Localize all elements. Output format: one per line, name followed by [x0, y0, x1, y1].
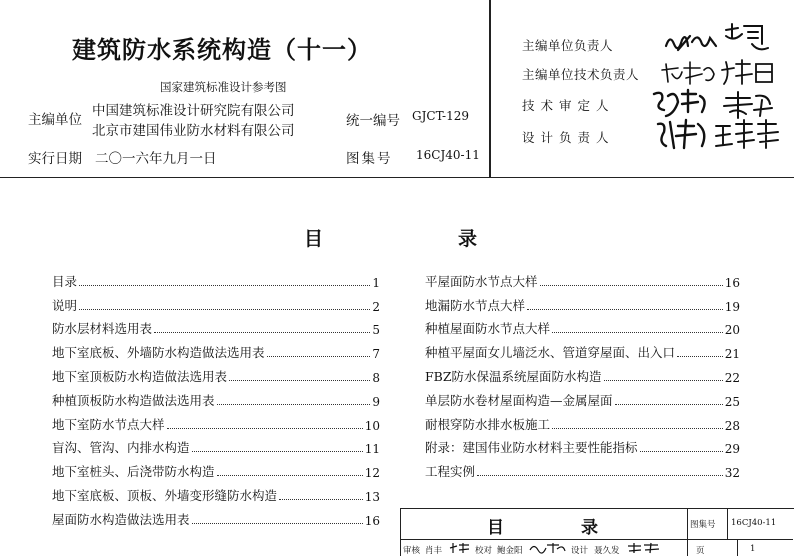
leader-dots [167, 428, 363, 429]
role-design-head: 设计负责人 [522, 130, 615, 145]
leader-dots [527, 309, 723, 310]
toc-entry[interactable] [52, 290, 380, 314]
toc-entry[interactable] [425, 290, 740, 314]
leader-dots [640, 451, 723, 452]
design-name: 聂久发 [594, 546, 620, 556]
leader-dots [192, 451, 363, 452]
toc-entry[interactable] [52, 456, 380, 480]
check-name: 鲍金阳 [497, 546, 523, 556]
toc-entry-page: 8 [372, 370, 380, 385]
toc-entry-page: 7 [372, 347, 380, 362]
toc-entry-title: 防水层材料选用表 [52, 321, 153, 337]
toc-entry-title: 目录 [52, 273, 78, 289]
title-block-atlas-value: 16CJ40-11 [731, 518, 777, 528]
leader-dots [540, 285, 723, 286]
editor-unit-1: 中国建筑标准设计研究院有限公司 [92, 103, 295, 119]
toc-entry[interactable] [52, 361, 380, 385]
atlas-number-label: 图集号 [346, 151, 393, 167]
toc-entry-title: 地下室顶板防水构造做法选用表 [52, 368, 228, 384]
page-number: 1 [750, 544, 756, 554]
toc-entry-page: 12 [364, 466, 380, 481]
toc-entry-page: 9 [372, 394, 380, 409]
editor-unit-2: 北京市建国伟业防水材料有限公司 [92, 123, 295, 139]
toc-entry[interactable] [52, 314, 380, 338]
toc-entry-page: 20 [724, 323, 740, 338]
check-label: 校对 [475, 546, 493, 556]
toc-entry-title: 盲沟、管沟、内排水构造 [52, 440, 190, 456]
leader-dots [677, 356, 723, 357]
leader-dots [604, 380, 723, 381]
toc-entry-title: 单层防水卷材屋面构造—金属屋面 [425, 392, 613, 408]
leader-dots [217, 404, 371, 405]
toc-entry-page: 28 [724, 418, 740, 433]
toc-entry-title: 种植顶板防水构造做法选用表 [52, 392, 215, 408]
sheet-header [0, 0, 794, 178]
toc-left-column [52, 266, 380, 528]
toc-entry[interactable] [425, 433, 740, 457]
toc-entry-title: 地下室防水节点大样 [52, 416, 165, 432]
toc-entry-title: 屋面防水构造做法选用表 [52, 511, 190, 527]
title-block-name-left: 目 [487, 518, 504, 538]
title-block-divider [737, 539, 738, 556]
toc-entry-title: 地下室底板、外墙防水构造做法选用表 [52, 345, 265, 361]
signature-2 [660, 60, 718, 88]
atlas-number-value: 16CJ40-11 [416, 148, 480, 162]
toc-entry-page: 25 [724, 394, 740, 409]
code-label: 统一编号 [346, 113, 400, 129]
toc-entry-title: 地下室桩头、后浇带防水构造 [52, 464, 215, 480]
toc-entry[interactable] [425, 385, 740, 409]
design-label: 设计 [571, 546, 589, 556]
toc-entry-title: 耐根穿防水排水板施工 [425, 416, 551, 432]
toc-entry-title: 工程实例 [425, 464, 476, 480]
toc-entry-page: 22 [724, 370, 740, 385]
leader-dots [477, 475, 723, 476]
check-signature [529, 542, 567, 554]
toc-entry-title: 种植平屋面女儿墙泛水、管道穿屋面、出入口 [425, 345, 676, 361]
toc-entry-title: FBZ防水保温系统屋面防水构造 [425, 368, 602, 384]
toc-entry[interactable] [52, 409, 380, 433]
review-signature [449, 542, 471, 554]
signature-1b [722, 22, 772, 54]
toc-entry-page: 2 [372, 299, 380, 314]
signature-4 [654, 118, 712, 152]
leader-dots [229, 380, 370, 381]
atlas-subtitle: 国家建筑标准设计参考图 [160, 80, 287, 94]
toc-entry-title: 说明 [52, 297, 78, 313]
toc-entry[interactable] [425, 361, 740, 385]
toc-entry[interactable] [52, 337, 380, 361]
toc-entry-page: 16 [724, 275, 740, 290]
toc-entry[interactable] [52, 266, 380, 290]
signature-3b [720, 90, 776, 120]
toc-entry-page: 21 [724, 347, 740, 362]
toc-entry[interactable] [425, 456, 740, 480]
date-label: 实行日期 [28, 151, 82, 167]
toc-entry[interactable] [425, 409, 740, 433]
title-block-atlas-label: 图集号 [690, 520, 716, 530]
title-block [400, 508, 794, 556]
signature-4b [714, 118, 782, 152]
toc-entry-page: 19 [724, 299, 740, 314]
toc-entry-title: 地漏防水节点大样 [425, 297, 526, 313]
role-chief-unit-head: 主编单位负责人 [522, 38, 614, 53]
toc-title-left: 目 [304, 228, 324, 250]
role-chief-technical-head: 主编单位技术负责人 [522, 67, 640, 82]
signature-3 [650, 88, 712, 120]
leader-dots [615, 404, 723, 405]
toc-entry[interactable] [52, 480, 380, 504]
toc-entry-page: 1 [372, 275, 380, 290]
toc-entry-page: 10 [364, 418, 380, 433]
signature-2b [720, 58, 780, 88]
leader-dots [217, 475, 363, 476]
toc-entry[interactable] [425, 337, 740, 361]
toc-entry-page: 11 [364, 442, 380, 457]
atlas-title: 建筑防水系统构造（十一） [72, 36, 372, 64]
date-value: 二〇一六年九月一日 [95, 151, 217, 167]
toc-entry[interactable] [425, 266, 740, 290]
header-divider [489, 0, 491, 178]
review-name: 肖丰 [425, 546, 443, 556]
code-value: GJCT-129 [412, 109, 469, 123]
title-block-divider [687, 509, 688, 556]
design-signature [627, 542, 661, 554]
toc-entry-page: 5 [372, 323, 380, 338]
leader-dots [79, 309, 370, 310]
leader-dots [267, 356, 371, 357]
title-block-divider [401, 539, 793, 540]
toc-entry[interactable] [52, 385, 380, 409]
toc-entry-title: 附录：建国伟业防水材料主要性能指标 [425, 440, 638, 456]
toc-title-right: 录 [458, 228, 478, 250]
toc-entry-page: 16 [364, 513, 380, 528]
toc-entry-page: 29 [724, 442, 740, 457]
review-label: 审核 [403, 546, 421, 556]
leader-dots [552, 428, 723, 429]
toc-entry[interactable] [425, 314, 740, 338]
toc-entry-page: 13 [364, 489, 380, 504]
leader-dots [79, 285, 370, 286]
page-label: 页 [696, 546, 705, 556]
leader-dots [154, 332, 370, 333]
leader-dots [279, 499, 363, 500]
toc-entry-title: 平屋面防水节点大样 [425, 273, 538, 289]
title-block-name-right: 录 [581, 518, 598, 538]
toc-right-column [425, 266, 740, 480]
role-technical-approver: 技术审定人 [522, 98, 615, 113]
toc-entry-title: 种植屋面防水节点大样 [425, 321, 551, 337]
leader-dots [552, 332, 723, 333]
toc-entry[interactable] [52, 433, 380, 457]
toc-entry[interactable] [52, 504, 380, 528]
toc-entry-page: 32 [724, 466, 740, 481]
editor-label: 主编单位 [28, 112, 82, 128]
toc-entry-title: 地下室底板、顶板、外墙变形缝防水构造 [52, 487, 278, 503]
signature-1 [664, 28, 720, 56]
title-block-divider [727, 509, 728, 539]
leader-dots [192, 523, 363, 524]
